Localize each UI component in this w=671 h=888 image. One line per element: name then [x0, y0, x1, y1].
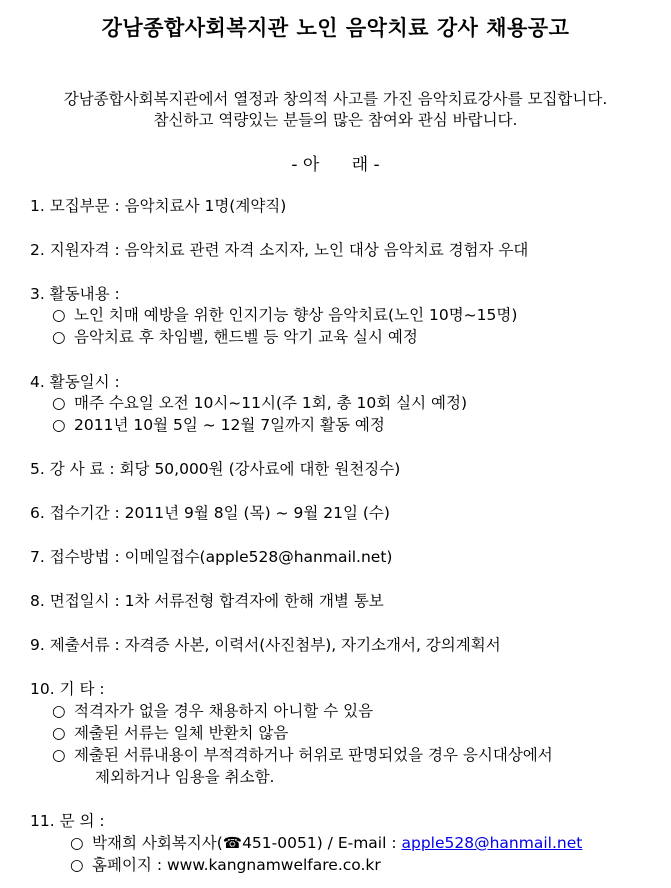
item-fee: 5. 강 사 료 : 회당 50,000원 (강사료에 대한 원천징수) [30, 460, 401, 478]
item-qualification: 2. 지원자격 : 음악치료 관련 자격 소지자, 노인 대상 음악치료 경험자 우대 [30, 241, 529, 259]
item-interview: 8. 면접일시 : 1차 서류전형 합격자에 한해 개별 통보 [30, 592, 384, 610]
other-detail-1: 적격자가 없을 경우 채용하지 아니할 수 있음 [74, 702, 374, 720]
page-title: 강남종합사회복지관 노인 음악치료 강사 채용공고 [101, 16, 570, 40]
bullet-icon: ○ [52, 416, 66, 434]
other-detail-3: 제출된 서류내용이 부적격하거나 허위로 판명되었을 경우 응시대상에서 [74, 746, 553, 764]
item-documents: 9. 제출서류 : 자격증 사본, 이력서(사진첨부), 자기소개서, 강의계획서 [30, 636, 501, 654]
contact-person: 박재희 사회복지사(☎451-0051) / E-mail : [92, 834, 402, 852]
other-detail-3-continued: 제외하거나 임용을 취소함. [95, 768, 275, 786]
bullet-icon: ○ [52, 306, 66, 324]
list-item [52, 723, 288, 743]
bullet-icon: ○ [70, 834, 84, 852]
list-item [70, 833, 582, 853]
item-application-period: 6. 접수기간 : 2011년 9월 8일 (목) ~ 9월 21일 (수) [30, 504, 390, 522]
activity-detail-2: 음악치료 후 차임벨, 핸드벨 등 악기 교육 실시 예정 [74, 328, 418, 346]
intro-line-2: 참신하고 역량있는 분들의 많은 참여와 관심 바랍니다. [153, 111, 518, 129]
bullet-icon: ○ [70, 856, 84, 874]
item-recruitment-field: 1. 모집부문 : 음악치료사 1명(계약직) [30, 197, 287, 215]
schedule-detail-1: 매주 수요일 오전 10시~11시(주 1회, 총 10회 실시 예정) [74, 394, 467, 412]
other-detail-2: 제출된 서류는 일체 반환치 않음 [74, 724, 289, 742]
item-activity-label: 3. 활동내용 : [30, 285, 120, 303]
item-other-label: 10. 기 타 : [30, 680, 105, 698]
list-item [52, 305, 517, 325]
item-application-method: 7. 접수방법 : 이메일접수(apple528@hanmail.net) [30, 548, 393, 566]
schedule-detail-2: 2011년 10월 5일 ~ 12월 7일까지 활동 예정 [74, 416, 385, 434]
list-item [70, 855, 381, 875]
bullet-icon: ○ [52, 394, 66, 412]
item-schedule-label: 4. 활동일시 : [30, 373, 120, 391]
bullet-icon: ○ [52, 746, 66, 764]
bullet-icon: ○ [52, 328, 66, 346]
list-item [52, 701, 373, 721]
list-item [52, 415, 385, 435]
intro-line-1: 강남종합사회복지관에서 열정과 창의적 사고를 가진 음악치료강사를 모집합니다. [63, 90, 608, 108]
bullet-icon: ○ [52, 702, 66, 720]
section-heading: - 아 래 - [291, 155, 380, 175]
list-item [52, 745, 553, 765]
bullet-icon: ○ [52, 724, 66, 742]
list-item [52, 327, 418, 347]
homepage-info: 홈페이지 : www.kangnamwelfare.co.kr [92, 856, 381, 874]
list-item [52, 393, 467, 413]
activity-detail-1: 노인 치매 예방을 위한 인지기능 향상 음악치료(노인 10명~15명) [74, 306, 518, 324]
contact-email-link[interactable]: apple528@hanmail.net [401, 834, 583, 852]
item-contact-label: 11. 문 의 : [30, 812, 105, 830]
